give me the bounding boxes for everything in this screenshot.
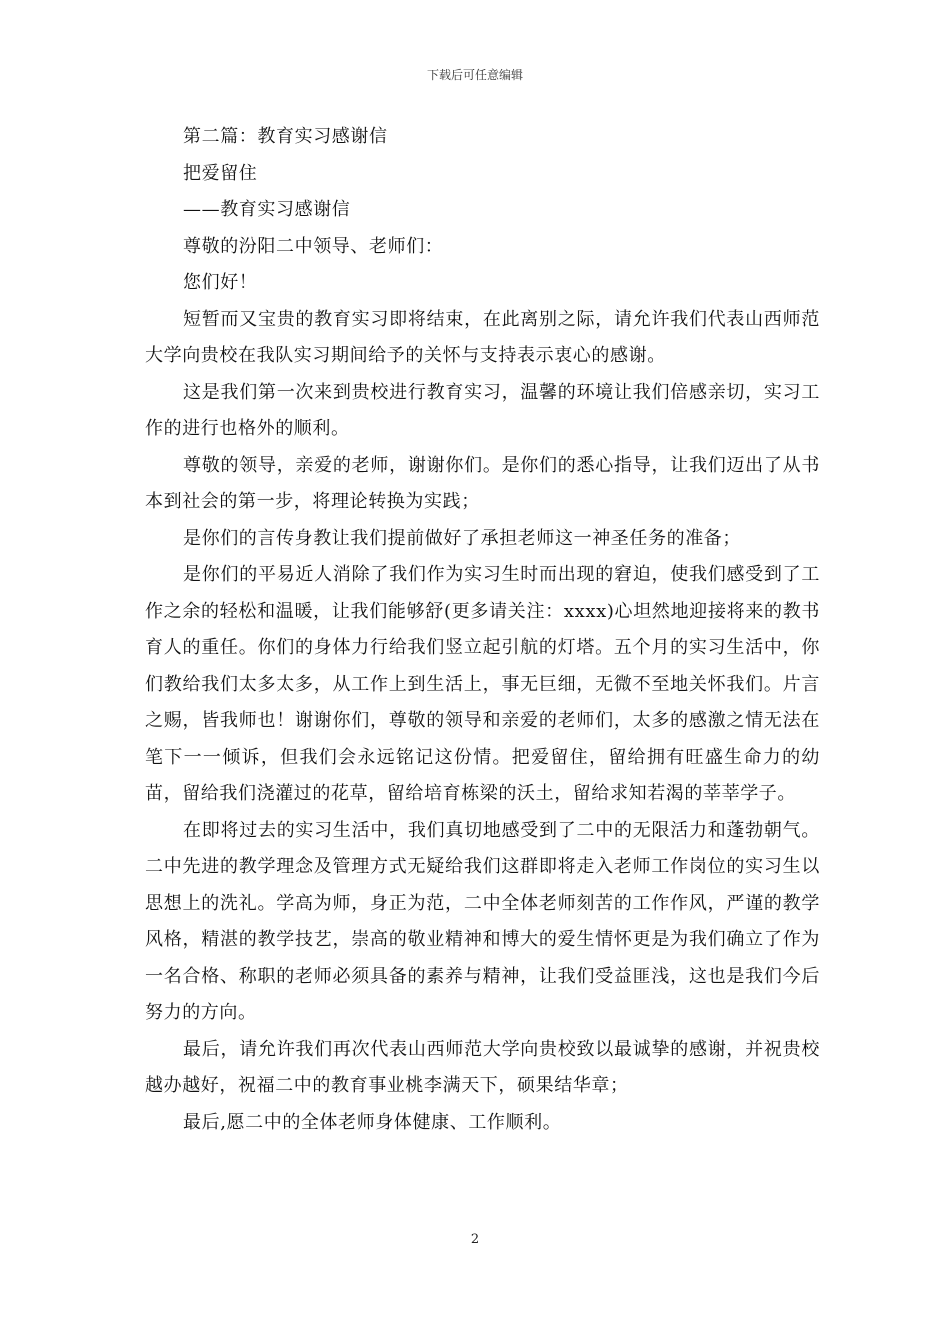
header-note: 下载后可任意编辑 [426, 68, 523, 82]
greeting: 您们好！ [183, 272, 258, 293]
paragraph: 尊敬的领导，亲爱的老师，谢谢你们。是你们的悉心指导，让我们迈出了从书本到社会的第一步，将理论转换为实践； [145, 454, 820, 512]
section-title: 第二篇：教育实习感谢信 [183, 126, 388, 147]
letter-title: 把爱留住 [183, 162, 258, 184]
document-body [145, 119, 820, 1141]
paragraph: 在即将过去的实习生活中，我们真切地感受到了二中的无限活力和蓬勃朝气。二中先进的教学理念及管理方式无疑给我们这群即将走入老师工作岗位的实习生以思想上的洗礼。学高为师，身正为范，二中全体老师刻苦的工作作风，严谨的教学风格，精湛的教学技艺，崇高的敬业精神和博大的爱生情怀更是为我们确立了作为一名合格、称职的老师必须具备的素养与精神，让我们受益匪浅，这也是我们今后努力的方向。 [145, 819, 820, 1023]
paragraph: 最后,愿二中的全体老师身体健康、工作顺利。 [183, 1111, 562, 1133]
page-number: 2 [470, 1232, 480, 1247]
paragraph: 短暂而又宝贵的教育实习即将结束，在此离别之际，请允许我们代表山西师范大学向贵校在我队实习期间给予的关怀与支持表示衷心的感谢。 [145, 308, 820, 366]
paragraph: 这是我们第一次来到贵校进行教育实习，温馨的环境让我们倍感亲切，实习工作的进行也格外的顺利。 [145, 381, 820, 439]
letter-subtitle: ——教育实习感谢信 [183, 199, 351, 220]
paragraph: 是你们的平易近人消除了我们作为实习生时而出现的窘迫，使我们感受到了工作之余的轻松和温暖，让我们能够舒(更多请关注：xxxx)心坦然地迎接将来的教书育人的重任。你们的身体力行给我们竖立起引航的灯塔。五个月的实习生活中，你们教给我们太多太多，从工作上到生活上，事无巨细，无微不至地关怀我们。片言之赐，皆我师也！谢谢你们，尊敬的领导和亲爱的老师们，太多的感激之情无法在笔下一一倾诉，但我们会永远铭记这份情。把爱留住，留给拥有旺盛生命力的幼苗，留给我们浇灌过的花草，留给培育栋梁的沃土，留给求知若渴的莘莘学子。 [145, 564, 820, 804]
salutation: 尊敬的汾阳二中领导、老师们： [183, 235, 444, 257]
paragraph: 最后，请允许我们再次代表山西师范大学向贵校致以最诚挚的感谢，并祝贵校越办越好，祝福二中的教育事业桃李满天下，硕果结华章； [145, 1038, 820, 1096]
paragraph: 是你们的言传身教让我们提前做好了承担老师这一神圣任务的准备； [183, 527, 741, 549]
